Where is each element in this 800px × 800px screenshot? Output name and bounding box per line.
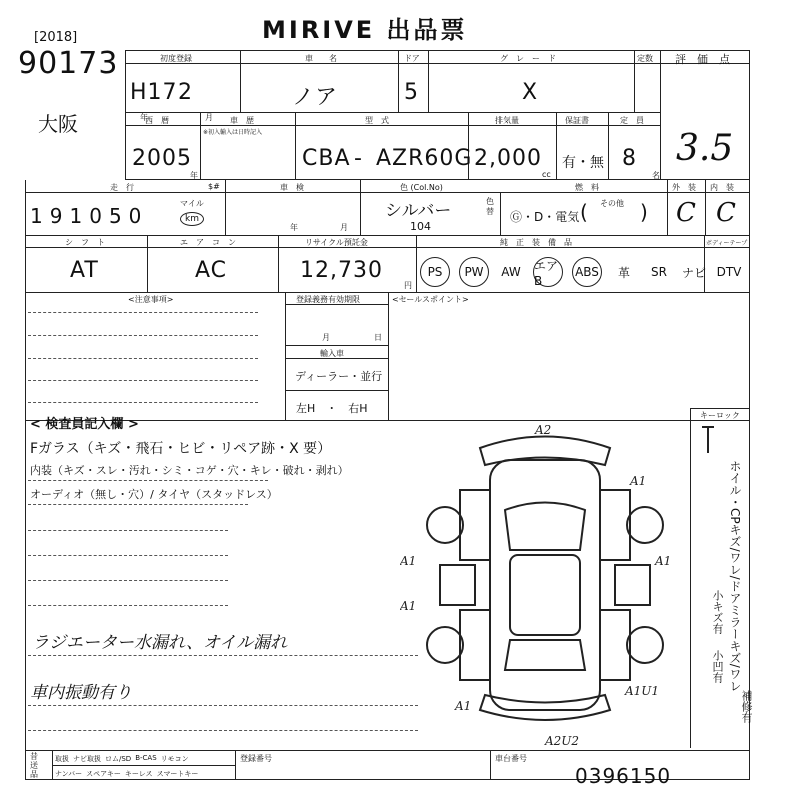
inspector-audio-tire: オーディオ（無し・穴）/ タイヤ（スタッドレス）	[30, 488, 278, 501]
region: 大阪	[38, 112, 78, 136]
interior-grade: C	[716, 198, 736, 228]
history-label: 車 歴	[230, 116, 254, 125]
displacement: 2,000	[474, 146, 542, 171]
reg-number-label: 登録番号	[240, 754, 272, 763]
reg-month-unit: 月	[322, 333, 330, 342]
accessory-item: スペアキー	[86, 770, 121, 778]
equipment-item: エアB	[533, 257, 563, 287]
fuel-value: Ⓖ・D・電気	[510, 210, 580, 224]
diagram-mark: A1	[400, 554, 417, 568]
doors-label: ドア	[404, 54, 420, 63]
side-repair: 補修有	[740, 690, 753, 723]
accessories-row-2	[55, 769, 198, 779]
diagram-mark: A1	[455, 699, 472, 713]
hash-label: $#	[208, 182, 220, 191]
diagram-mark: A2U2	[545, 734, 580, 748]
form-title: MIRIVE 出品票	[262, 16, 468, 44]
first-reg-label: 初度登録	[160, 54, 192, 63]
car-name-label: 車 名	[305, 54, 337, 63]
handwritten-note-2: 車内振動有り	[30, 683, 132, 703]
equipment-item: ABS	[572, 257, 602, 287]
fuel-other-label: その他	[600, 199, 624, 208]
accessory-item: ナビ取扱	[73, 755, 101, 763]
recycle-value: 12,730	[300, 258, 383, 283]
chassis-number: 0396150	[575, 764, 672, 788]
equipment-note: ボディーテープ	[706, 240, 748, 247]
mileage-digit: 0	[128, 204, 143, 228]
equipment-item: 革	[617, 265, 630, 280]
equipment-item: PS	[420, 257, 450, 287]
warranty-value: 有・無	[562, 155, 604, 171]
reg-day-unit: 日	[374, 333, 382, 342]
key-lock-mark	[700, 425, 716, 455]
western-year-label: 西 暦	[145, 116, 169, 125]
mileage-digit: 9	[49, 204, 64, 228]
equipment-list	[420, 255, 742, 289]
western-year-unit: 年	[190, 171, 198, 180]
capacity: 8	[622, 146, 637, 171]
shift-label: シ フ ト	[65, 238, 105, 247]
accessories-label: 昔送品	[30, 752, 38, 779]
mileage-digit: 5	[108, 204, 123, 228]
reg-valid-label: 登録義務有効期限	[296, 295, 360, 304]
year-tag: [2018]	[34, 30, 78, 45]
score: 3.5	[676, 128, 734, 169]
diagram-mark: A1	[655, 554, 672, 568]
aircon-label: エ ア コ ン	[180, 238, 236, 247]
import-label: 輸入車	[320, 349, 344, 358]
lot-number: 90173	[18, 46, 119, 81]
mileage-label: 走 行	[110, 183, 134, 192]
accessory-item: キーレス	[124, 770, 153, 778]
side-small-dent: 小凹有	[711, 650, 724, 683]
mileage-digits	[30, 204, 142, 228]
model-dash: -	[354, 146, 363, 171]
equipment-item: PW	[459, 257, 489, 287]
color-no: 104	[410, 220, 431, 233]
cc-unit: cc	[542, 170, 551, 179]
fuel-label: 燃 料	[575, 183, 599, 192]
equipment-item: ナビ	[681, 265, 706, 280]
shift-value: AT	[70, 258, 99, 283]
interior-label: 内 装	[710, 183, 734, 192]
exterior-grade: C	[676, 198, 696, 228]
key-lock-label: キーロック	[700, 411, 740, 420]
first-reg-era: H17	[130, 80, 178, 105]
history-sublabel: ※初入輸入は日時記入	[203, 129, 263, 136]
aircon-value: AC	[195, 258, 228, 283]
accessory-item: 取扱	[55, 755, 69, 763]
mileage-digit: 0	[89, 204, 103, 228]
model-prefix: CBA	[302, 146, 351, 171]
yen-unit: 円	[404, 281, 412, 290]
first-reg-month: 2	[178, 80, 193, 105]
inspection-month-unit: 月	[340, 223, 348, 232]
equipment-label: 純 正 装 備 品	[500, 238, 572, 247]
rating-label: 評 価 点	[675, 53, 730, 66]
color-change-label: 色替	[486, 197, 494, 216]
fuel-paren-close: )	[640, 200, 648, 224]
accessory-item: B-CAS	[135, 754, 157, 762]
equipment-item: SR	[651, 265, 667, 279]
seating-label: 定数	[637, 54, 653, 63]
equipment-item: AW	[501, 265, 521, 279]
western-year: 2005	[132, 146, 192, 171]
mileage-digit: 1	[69, 204, 84, 228]
side-small-scratch: 小キズ有	[711, 590, 724, 634]
accessory-item: ナンバー	[55, 770, 83, 778]
grade: X	[522, 80, 539, 105]
notes-label: <注意事項>	[128, 295, 174, 304]
km-unit-circled: km	[180, 212, 204, 226]
diagram-mark: A1	[400, 599, 417, 613]
accessory-item: ロム/SD	[105, 755, 132, 763]
capacity-unit: 名	[652, 171, 660, 180]
doors: 5	[404, 80, 419, 105]
color-name: シルバー	[385, 201, 452, 221]
year-unit: 年	[140, 113, 148, 122]
exterior-label: 外 装	[672, 183, 696, 192]
car-name: ノア	[292, 85, 339, 110]
inspection-year-unit: 年	[290, 223, 298, 232]
equipment-item: DTV	[716, 265, 742, 279]
side-damage-text: ホイル・CPキズ/ワレ/ドアミラーキズ/ワレ	[728, 460, 742, 692]
inspector-heading: < 検査員記入欄 >	[30, 417, 139, 432]
model-code: AZR60G	[376, 146, 473, 171]
accessory-item: リモコン	[160, 755, 189, 763]
grade-label: グ レ ー ド	[500, 54, 556, 63]
chassis-label: 車台番号	[495, 754, 527, 763]
handwritten-note-1: ラジエーター水漏れ、オイル漏れ	[32, 633, 288, 653]
month-unit: 月	[205, 113, 213, 122]
diagram-mark: A2	[535, 423, 552, 437]
warranty-label: 保証書	[565, 116, 589, 125]
mileage-digit: 1	[30, 204, 44, 228]
displacement-label: 排気量	[495, 116, 519, 125]
recycle-label: リサイクル預託金	[305, 238, 368, 247]
inspector-glass: Fガラス（キズ・飛石・ヒビ・リペア跡・X 要）	[30, 441, 332, 457]
capacity-label: 定 員	[620, 116, 644, 125]
diagram-mark: A1U1	[625, 684, 660, 698]
sales-point-label: <セールスポイント>	[392, 295, 469, 304]
inspection-label: 車 検	[280, 183, 304, 192]
mile-unit: マイル	[180, 199, 204, 208]
steering-option: 左H ・ 右H	[296, 402, 368, 415]
model-label: 型 式	[365, 116, 389, 125]
car-damage-diagram	[400, 420, 690, 750]
color-label: 色 (Col.No)	[400, 183, 443, 192]
accessory-item: スマートキー	[156, 770, 199, 778]
fuel-paren-open: (	[580, 200, 588, 224]
accessories-row-1	[55, 754, 189, 764]
dealer-option: ディーラー・並行	[295, 370, 383, 383]
diagram-mark: A1	[630, 474, 647, 488]
inspector-interior: 内装（キズ・スレ・汚れ・シミ・コゲ・穴・キレ・破れ・剥れ）	[30, 464, 349, 477]
